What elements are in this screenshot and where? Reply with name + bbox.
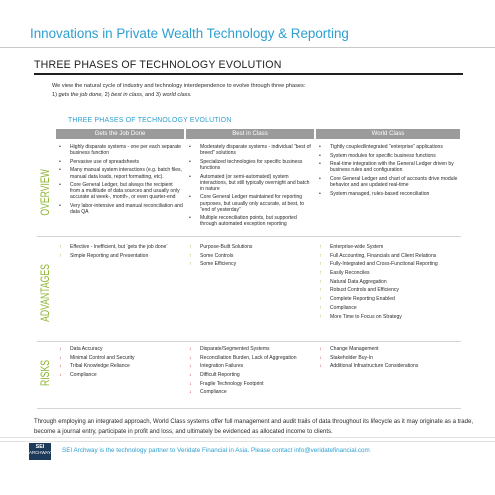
cell-risks-gets-the-job-done <box>59 346 183 381</box>
list-item <box>319 287 459 293</box>
list-item-text: Purpose-Built Solutions <box>200 244 253 250</box>
section-title: THREE PHASES OF TECHNOLOGY EVOLUTION <box>34 59 282 71</box>
list-item-text: Compliance <box>70 372 97 379</box>
logo-top-text: SEI <box>35 444 45 450</box>
list-item-text: Reconciliation Burden, Lack of Aggregation <box>200 354 297 361</box>
cell-item-list <box>319 144 459 197</box>
list-item <box>189 355 313 361</box>
bullet-icon: • <box>319 161 321 168</box>
cell-item-list <box>59 346 183 378</box>
arrow-down-icon: ↓ <box>59 346 62 352</box>
list-item-text: More Time to Focus on Strategy <box>330 313 402 320</box>
arrow-up-icon: ↑ <box>319 261 322 268</box>
list-item-text: Additional Infrastructure Considerations <box>330 363 419 370</box>
list-item-text: Data Accuracy <box>70 346 103 352</box>
list-item-text: Tightly coupled/integrated “enterprise” applications <box>330 144 443 150</box>
list-item <box>319 363 459 369</box>
list-item-text: Specialized technologies for specific business functions <box>200 158 303 171</box>
bullet-icon: • <box>319 144 321 150</box>
cell-overview-world-class <box>319 144 459 200</box>
list-item <box>189 144 313 156</box>
arrow-up-icon: ↑ <box>319 304 322 311</box>
row-divider-advantages-risks <box>37 341 461 342</box>
arrow-down-icon: ↓ <box>189 346 192 352</box>
list-item <box>59 159 183 165</box>
intro-number-2: 2) <box>104 92 110 98</box>
bullet-icon: • <box>189 194 191 201</box>
list-item <box>59 167 183 179</box>
bullet-icon: • <box>189 173 191 180</box>
arrow-up-icon: ↑ <box>59 244 62 250</box>
footer-divider-top <box>0 437 495 438</box>
list-item-text: Enterprise-wide System <box>330 244 384 250</box>
list-item <box>189 244 313 250</box>
list-item <box>189 363 313 369</box>
list-item <box>319 191 459 197</box>
list-item <box>319 253 459 259</box>
arrow-up-icon: ↑ <box>189 261 192 268</box>
bullet-icon: • <box>319 190 321 197</box>
row-divider-risks-bottom <box>37 408 461 409</box>
list-item-text: Fragile Technology Footprint <box>200 380 264 387</box>
list-item <box>319 305 459 311</box>
list-item-text: Real-time integration with the General Ledger driven by business rules and configuration <box>330 161 454 174</box>
arrow-up-icon: ↑ <box>319 313 322 320</box>
intro-phase-1: gets the job done, <box>58 92 104 98</box>
intro-paragraph <box>52 82 472 100</box>
intro-line-2 <box>52 91 472 100</box>
cell-item-list <box>319 346 459 369</box>
cell-item-list <box>59 244 183 259</box>
list-item <box>319 261 459 267</box>
list-item-text: Natural Data Aggregation <box>330 278 387 285</box>
list-item <box>189 372 313 378</box>
cell-item-list <box>189 346 313 396</box>
bullet-icon: • <box>319 152 321 159</box>
list-item-text: Core General Ledger, but always the recipient from a multitude of data sources and usually only accurate at week-, month-, or even quarter-end <box>70 182 180 201</box>
list-item-text: System managed, rules-based reconciliation <box>330 190 430 197</box>
cell-risks-best-in-class <box>189 346 313 398</box>
intro-phase-3: world class. <box>162 92 192 98</box>
list-item <box>189 215 313 227</box>
arrow-down-icon: ↓ <box>189 380 192 387</box>
arrow-down-icon: ↓ <box>59 354 62 361</box>
arrow-down-icon: ↓ <box>319 346 322 352</box>
row-divider-overview-advantages <box>37 236 461 237</box>
sei-archway-logo <box>29 443 51 460</box>
footer-contact-text: SEI Archway is the technology partner to Veridate Financial in Asia. Please contact info@veridatefinancial.com <box>62 447 370 454</box>
list-item <box>319 153 459 159</box>
list-item-text: System modules for specific business functions <box>330 152 436 159</box>
arrow-up-icon: ↑ <box>319 278 322 285</box>
list-item-text: Core General Ledger and chart of accounts drive module behavior and are updated real-time <box>330 176 458 189</box>
arrow-down-icon: ↓ <box>319 354 322 361</box>
footer-divider-bottom <box>0 441 495 442</box>
list-item-text: Many manual system interactions (e.g. batch files, manual data loads, report formatting, etc). <box>70 167 182 180</box>
list-item <box>59 363 183 369</box>
bullet-icon: • <box>59 167 61 174</box>
row-label-risks: RISKS <box>38 360 52 386</box>
list-item-text: Complete Reporting Enabled <box>330 296 395 303</box>
logo-bottom-text: ARCHWAY <box>29 450 51 455</box>
list-item-text: Fully-Integrated and Cross-Functional Reporting <box>330 261 438 268</box>
bullet-icon: • <box>59 203 61 210</box>
list-item <box>189 261 313 267</box>
list-item-text: Some Controls <box>200 252 234 259</box>
arrow-down-icon: ↓ <box>189 354 192 361</box>
bullet-icon: • <box>189 158 191 165</box>
row-label-overview: OVERVIEW <box>38 169 52 216</box>
list-item-text: Integration Failures <box>200 363 244 370</box>
list-item <box>59 203 183 215</box>
cell-advantages-gets-the-job-done <box>59 244 183 261</box>
list-item <box>319 144 459 150</box>
list-item-text: Effective - Inefficient, but ‘gets the job done’ <box>70 244 168 250</box>
list-item <box>319 244 459 250</box>
list-item <box>189 174 313 192</box>
cell-overview-gets-the-job-done <box>59 144 183 218</box>
list-item <box>319 161 459 173</box>
list-item <box>189 389 313 395</box>
arrow-down-icon: ↓ <box>59 363 62 370</box>
arrow-down-icon: ↓ <box>189 389 192 396</box>
list-item <box>189 159 313 171</box>
list-item <box>189 346 313 352</box>
cell-item-list <box>319 244 459 320</box>
list-item <box>59 253 183 259</box>
list-item <box>319 355 459 361</box>
cell-item-list <box>189 244 313 267</box>
intro-number-1: 1) <box>52 92 57 98</box>
table-title: THREE PHASES OF TECHNOLOGY EVOLUTION <box>68 117 232 124</box>
arrow-up-icon: ↑ <box>189 244 192 250</box>
arrow-down-icon: ↓ <box>319 363 322 370</box>
arrow-up-icon: ↑ <box>319 244 322 250</box>
column-header-best-in-class: Best in Class <box>186 129 314 139</box>
list-item-text: Core General Ledger maintained for reporting purposes, but usually only accurate, at best, to “end of yesterday” <box>200 194 305 213</box>
list-item <box>319 176 459 188</box>
arrow-up-icon: ↑ <box>319 252 322 259</box>
list-item-text: Change Management <box>330 346 379 352</box>
list-item-text: Compliance <box>200 389 227 396</box>
list-item-text: Robust Controls and Efficiency <box>330 287 399 294</box>
cell-item-list <box>59 144 183 215</box>
list-item-text: Minimal Control and Security <box>70 354 135 361</box>
section-divider <box>34 73 463 75</box>
bullet-icon: • <box>319 176 321 183</box>
bullet-icon: • <box>59 144 61 150</box>
list-item-text: Tribal Knowledge Reliance <box>70 363 130 370</box>
list-item-text: Easily Reconciles <box>330 270 370 277</box>
list-item <box>189 253 313 259</box>
closing-paragraph: Through employing an integrated approach, World Class systems offer full management and audit trails of data throughout its lifecycle as it may originate as a trade, become a journal entry, participate in profit and loss, and ultimately be evidenced as allocated income to clients. <box>34 419 474 435</box>
list-item <box>59 244 183 250</box>
header-divider <box>0 47 495 48</box>
cell-item-list <box>189 144 313 228</box>
list-item-text: Highly disparate systems - one per each separate business function <box>70 144 182 157</box>
arrow-up-icon: ↑ <box>189 252 192 259</box>
list-item <box>59 182 183 200</box>
list-item <box>319 270 459 276</box>
list-item-text: Automated (or semi-automated) system interactions, but still typically overnight and batch in nature <box>200 173 310 192</box>
arrow-down-icon: ↓ <box>189 363 192 370</box>
cell-risks-world-class <box>319 346 459 372</box>
list-item <box>319 279 459 285</box>
intro-phase-2: best in class, <box>111 92 144 98</box>
list-item-text: Disparate/Segmented Systems <box>200 346 270 352</box>
list-item <box>319 296 459 302</box>
row-label-advantages: ADVANTAGES <box>38 264 52 322</box>
bullet-icon: • <box>59 182 61 189</box>
list-item-text: Simple Reporting and Presentation <box>70 252 149 259</box>
cell-advantages-best-in-class <box>189 244 313 270</box>
list-item-text: Very labor-intensive and manual reconciliation and data QA <box>70 203 183 216</box>
list-item-text: Difficult Reporting <box>200 372 240 379</box>
arrow-up-icon: ↑ <box>319 296 322 303</box>
list-item <box>189 194 313 212</box>
list-item <box>59 144 183 156</box>
bullet-icon: • <box>189 144 191 150</box>
cell-advantages-world-class <box>319 244 459 322</box>
arrow-down-icon: ↓ <box>189 372 192 379</box>
list-item <box>59 372 183 378</box>
intro-and: and 3) <box>145 92 161 98</box>
list-item-text: Some Efficiency <box>200 261 237 268</box>
list-item-text: Multiple reconciliation points, but supported through automated exception reporting <box>200 215 297 228</box>
arrow-up-icon: ↑ <box>59 252 62 259</box>
list-item <box>59 355 183 361</box>
list-item <box>59 346 183 352</box>
cell-overview-best-in-class <box>189 144 313 230</box>
list-item-text: Full Accounting, Financials and Client Relations <box>330 252 437 259</box>
bullet-icon: • <box>189 215 191 222</box>
arrow-down-icon: ↓ <box>59 372 62 379</box>
list-item-text: Compliance <box>330 304 357 311</box>
arrow-up-icon: ↑ <box>319 287 322 294</box>
list-item-text: Moderately disparate systems - individual “best of breed” solutions <box>200 144 311 157</box>
bullet-icon: • <box>59 158 61 165</box>
column-header-world-class: World Class <box>316 129 460 139</box>
list-item <box>319 314 459 320</box>
intro-line-1: We view the natural cycle of industry and technology interdependence to evolve through three phases: <box>52 83 306 89</box>
list-item <box>189 381 313 387</box>
list-item-text: Pervasive use of spreadsheets <box>70 158 140 165</box>
list-item-text: Stakeholder Buy-In <box>330 354 373 361</box>
column-header-gets-the-job-done: Gets the Job Done <box>56 129 184 139</box>
list-item <box>319 346 459 352</box>
arrow-up-icon: ↑ <box>319 270 322 277</box>
page-header-title: Innovations in Private Wealth Technology & Reporting <box>30 26 349 41</box>
